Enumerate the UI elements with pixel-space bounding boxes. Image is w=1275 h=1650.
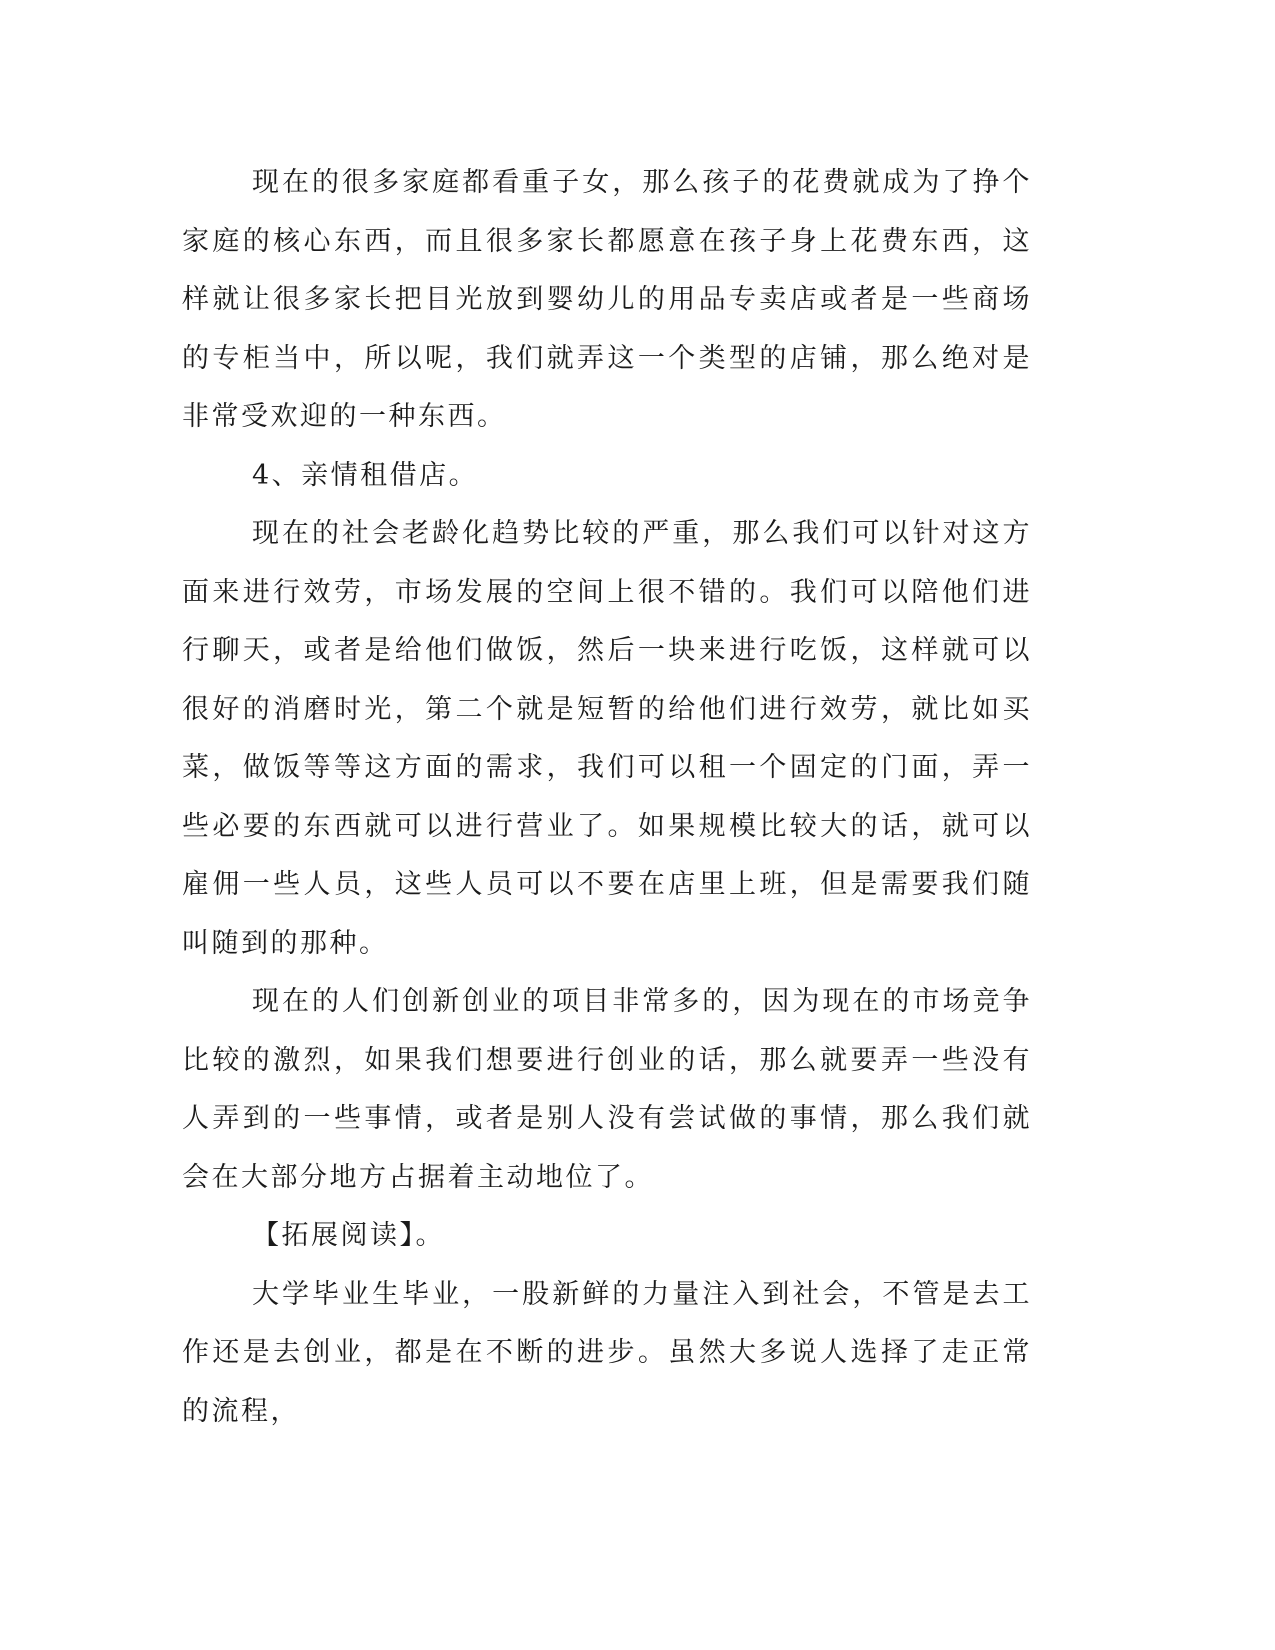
paragraph-children-spending: 现在的很多家庭都看重子女，那么孩子的花费就成为了挣个家庭的核心东西，而且很多家长都愿意在孩子身上花费东西，这样就让很多家长把目光放到婴幼儿的用品专卖店或者是一些商场的专柜当中，所以呢，我们就弄这一个类型的店铺，那么绝对是非常受欢迎的一种东西。 [182, 167, 1032, 432]
paragraph-elderly-service: 现在的社会老龄化趋势比较的严重，那么我们可以针对这方面来进行效劳，市场发展的空间上很不错的。我们可以陪他们进行聊天，或者是给他们做饭，然后一块来进行吃饭，这样就可以很好的消磨时光，第二个就是短暂的给他们进行效劳，就比如买菜，做饭等等这方面的需求，我们可以租一个固定的门面，弄一些必要的东西就可以进行营业了。如果规模比较大的话，就可以雇佣一些人员，这些人员可以不要在店里上班，但是需要我们随叫随到的那种。 [182, 518, 1032, 959]
document-body [182, 154, 1032, 1441]
heading-extended-reading: 【拓展阅读】。 [252, 1220, 445, 1251]
paragraph-innovation: 现在的人们创新创业的项目非常多的，因为现在的市场竞争比较的激烈，如果我们想要进行创业的话，那么就要弄一些没有人弄到的一些事情，或者是别人没有尝试做的事情，那么我们就会在大部分地方占据着主动地位了。 [182, 986, 1032, 1193]
paragraph-graduates: 大学毕业生毕业，一股新鲜的力量注入到社会，不管是去工作还是去创业，都是在不断的进步。虽然大多说人选择了走正常的流程， [182, 1278, 1032, 1427]
heading-family-rental-shop: 4、亲情租借店。 [252, 459, 479, 491]
